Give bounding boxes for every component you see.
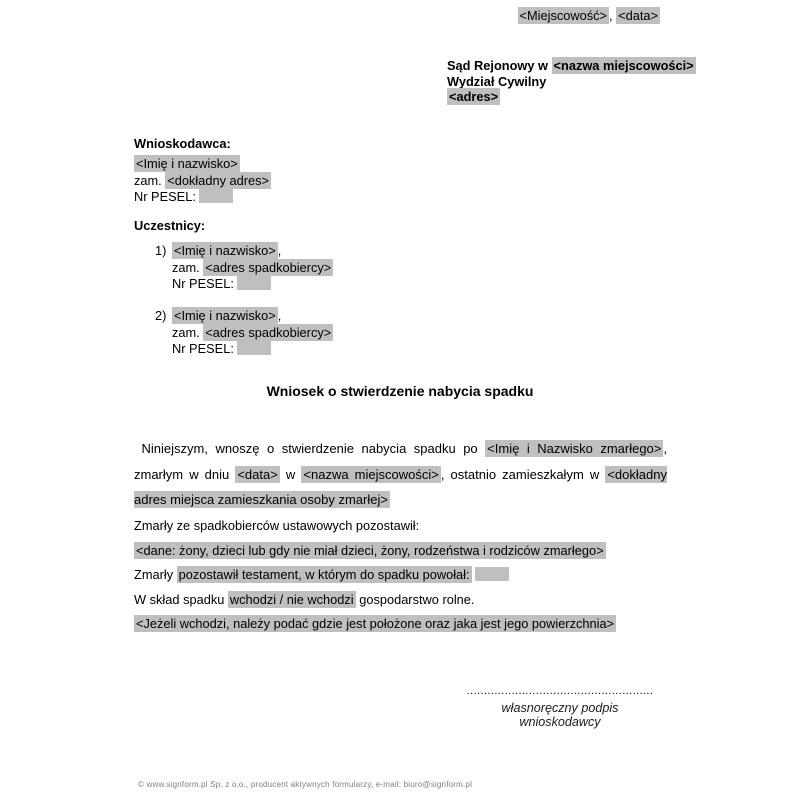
participant-pesel-line xyxy=(155,276,333,293)
court-address-line xyxy=(447,89,696,105)
estate-statements xyxy=(134,514,694,637)
signature-caption: własnoręczny podpis wnioskodawcy xyxy=(501,701,619,729)
participant-address-line xyxy=(155,260,333,277)
text-segment: Sąd Rejonowy w xyxy=(447,58,552,73)
placeholder-field[interactable]: <nazwa miejscowości> xyxy=(303,466,439,482)
testament-line xyxy=(134,563,694,588)
placeholder-field[interactable]: <dane: żony, dzieci lub gdy nie miał dzieci, żony, rodzeństwa i rodziców zmarłego> xyxy=(136,542,604,558)
blank-field[interactable] xyxy=(237,276,271,290)
applicant-details xyxy=(134,156,271,206)
participant-pesel-line xyxy=(155,341,333,358)
footer-credit: © www.signform.pl Sp. z o.o., producent aktywnych formularzy, e-mail: biuro@signform.pl xyxy=(138,780,473,789)
participant-name-line xyxy=(155,243,333,260)
text-segment: Wydział Cywilny xyxy=(447,73,547,89)
text-segment: gospodarstwo rolne. xyxy=(355,591,475,607)
placeholder-field[interactable]: <Imię i nazwisko> xyxy=(174,243,276,258)
text-segment: , xyxy=(277,308,282,323)
court-name-line xyxy=(447,58,696,74)
heirs-data-line xyxy=(134,539,694,564)
court-division-line xyxy=(447,74,696,90)
signature-block xyxy=(460,686,660,729)
text-segment: zam. xyxy=(172,324,204,340)
participant-number: 1) xyxy=(155,243,167,258)
placeholder-field[interactable]: <adres> xyxy=(449,89,499,105)
placeholder-field[interactable]: <Imię i nazwisko> xyxy=(174,308,276,323)
applicant-section-label: Wnioskodawca: xyxy=(134,136,231,151)
participant-address-line xyxy=(155,325,333,342)
signature-dotted-line: ...................................................... xyxy=(466,685,654,697)
text-segment: Zmarły xyxy=(134,567,177,583)
placeholder-field[interactable]: <data> xyxy=(618,8,658,23)
text-segment: W skład spadku xyxy=(134,591,228,607)
participant-item xyxy=(155,308,333,358)
blank-field[interactable] xyxy=(199,189,233,203)
court-address-block xyxy=(447,58,696,105)
text-segment: , zmarłym w dniu xyxy=(134,441,668,482)
farm-details-line xyxy=(134,612,694,637)
text-segment: Zmarły ze spadkobierców ustawowych pozostawił: xyxy=(134,518,420,533)
heirs-statement-line xyxy=(134,514,694,539)
placeholder-field[interactable]: <Miejscowość> xyxy=(519,8,608,23)
placeholder-field[interactable]: <Imię i Nazwisko zmarłego> xyxy=(487,441,662,456)
placeholder-field[interactable]: <adres spadkobiercy> xyxy=(205,259,332,275)
participants-section-label: Uczestnicy: xyxy=(134,218,206,233)
placeholder-field[interactable]: <data> xyxy=(237,466,278,482)
blank-field[interactable] xyxy=(237,341,271,355)
intro-paragraph xyxy=(134,436,667,513)
applicant-name-line xyxy=(134,156,271,173)
placeholder-field[interactable]: <nazwa miejscowości> xyxy=(553,58,694,73)
participant-name-line xyxy=(155,308,333,325)
applicant-pesel-line xyxy=(134,189,271,206)
place-date-line xyxy=(518,8,660,23)
participant-item xyxy=(155,243,333,293)
text-segment: , ostatnio zamieszkałym w xyxy=(440,466,606,482)
placeholder-field[interactable]: <dokładny adres> xyxy=(167,172,270,188)
placeholder-field[interactable]: wchodzi / nie wchodzi xyxy=(229,591,354,607)
text-segment: Nr PESEL: xyxy=(172,341,238,356)
text-segment: zam. xyxy=(172,259,204,275)
text-segment: Nr PESEL: xyxy=(172,276,238,291)
placeholder-field[interactable]: <Imię i nazwisko> xyxy=(136,156,238,171)
text-segment: zam. xyxy=(134,172,166,188)
farm-line xyxy=(134,588,694,613)
placeholder-field[interactable]: <Jeżeli wchodzi, należy podać gdzie jest położone oraz jaka jest jego powierzchnia> xyxy=(136,616,615,632)
placeholder-field[interactable]: pozostawił testament, w którym do spadku powołał: xyxy=(178,567,470,583)
placeholder-field[interactable]: <dokładny adres miejsca zamieszkania osoby zmarłej> xyxy=(134,466,667,507)
text-segment: Niniejszym, wnoszę o stwierdzenie nabycia spadku po xyxy=(134,441,486,456)
text-segment: , xyxy=(609,8,617,23)
participant-number: 2) xyxy=(155,308,167,323)
document-title: Wniosek o stwierdzenie nabycia spadku xyxy=(266,383,534,399)
text-segment: w xyxy=(279,466,302,482)
text-segment: Nr PESEL: xyxy=(134,189,200,204)
placeholder-field[interactable]: <adres spadkobiercy> xyxy=(205,324,332,340)
text-segment: , xyxy=(277,243,282,258)
applicant-address-line xyxy=(134,173,271,190)
blank-field[interactable] xyxy=(475,567,509,581)
